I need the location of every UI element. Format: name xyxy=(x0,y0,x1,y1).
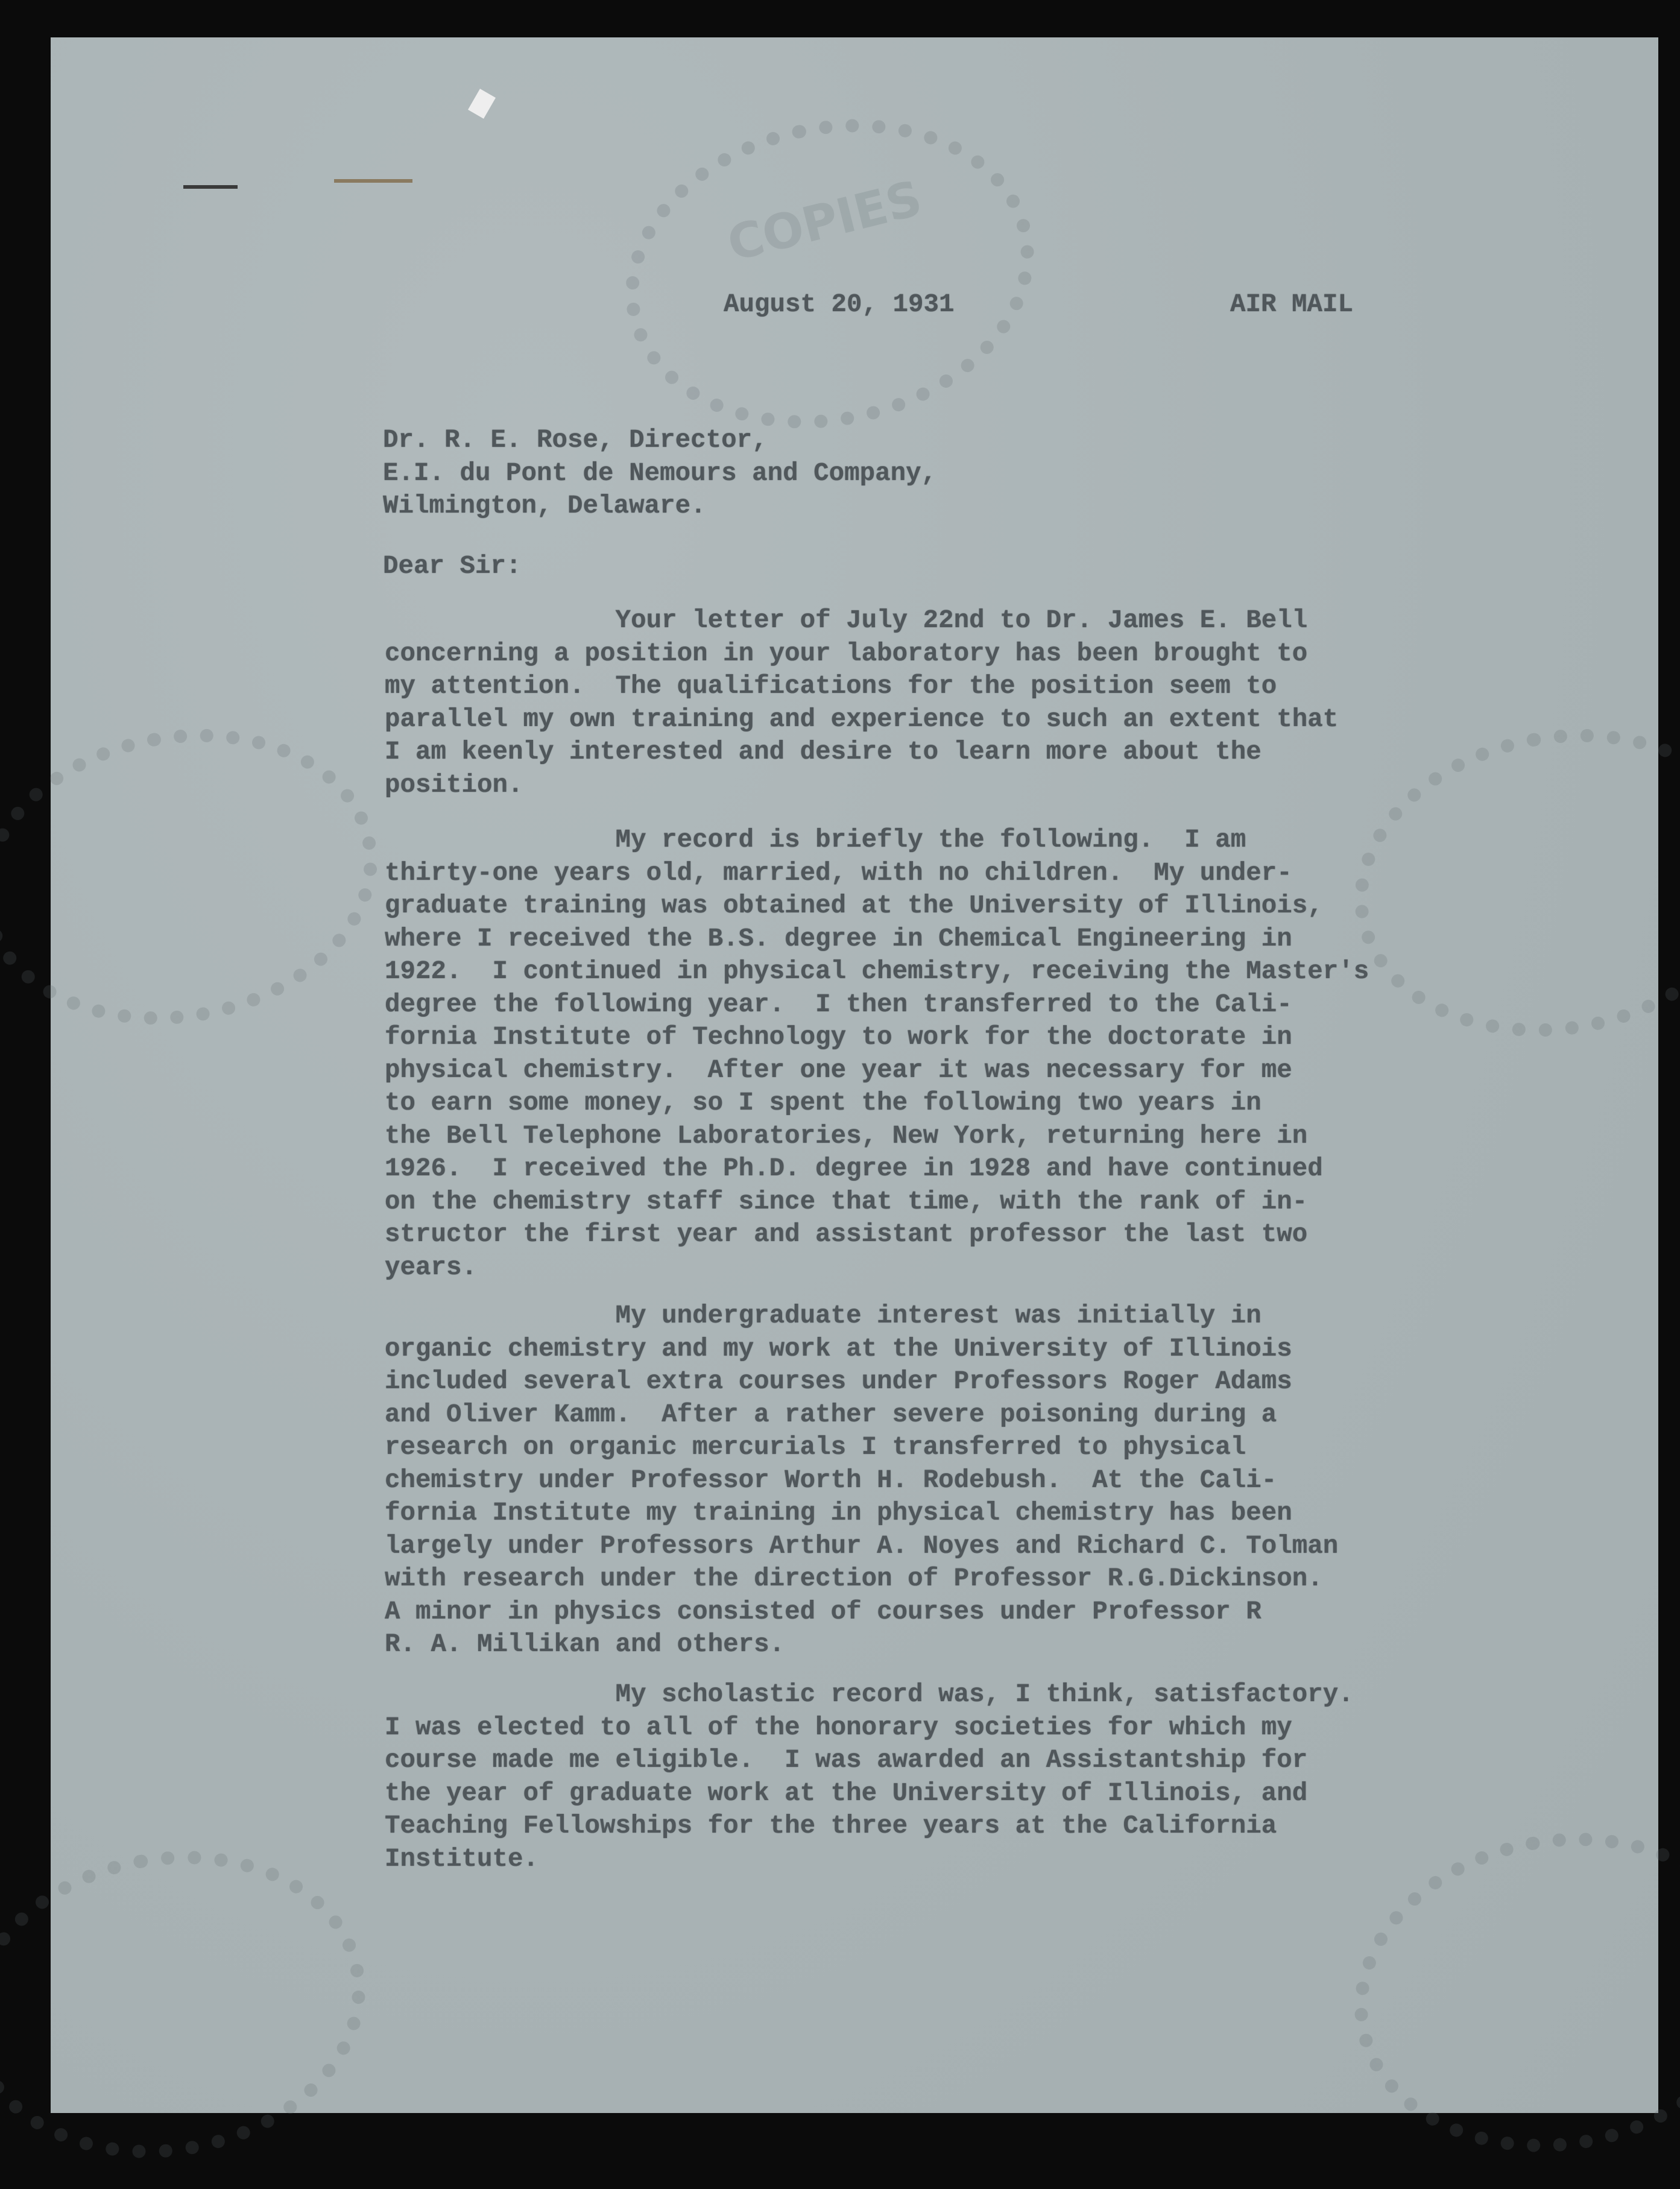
paragraph-line: Your letter of July 22nd to Dr. James E. Bell xyxy=(385,606,1308,635)
paragraph-line: graduate training was obtained at the University of Illinois, xyxy=(385,891,1323,920)
paragraph-line: thirty-one years old, married, with no children. My under- xyxy=(385,858,1292,888)
paragraph-line: fornia Institute of Technology to work for the doctorate in xyxy=(385,1023,1292,1052)
paragraph-line: the year of graduate work at the University of Illinois, and xyxy=(385,1778,1308,1808)
paragraph-line: research on organic mercurials I transferred to physical xyxy=(385,1433,1246,1462)
paragraph-line: years. xyxy=(385,1252,478,1282)
paragraph-1 xyxy=(385,604,1338,801)
address-line: Wilmington, Delaware. xyxy=(383,491,706,520)
paragraph-line: I am keenly interested and desire to learn more about the xyxy=(385,738,1262,766)
paragraph-line: where I received the B.S. degree in Chemical Engineering in xyxy=(385,924,1292,953)
watermark-stamp-right xyxy=(1330,697,1680,1068)
paragraph-line: Institute. xyxy=(385,1844,539,1874)
paragraph-line: and Oliver Kamm. After a rather severe poisoning during a xyxy=(385,1400,1277,1429)
address-line: E.I. du Pont de Nemours and Company, xyxy=(383,458,937,488)
paragraph-line: to earn some money, so I spent the following two years in xyxy=(385,1088,1262,1117)
paragraph-line: on the chemistry staff since that time, with the rank of in- xyxy=(385,1187,1308,1216)
paragraph-line: Teaching Fellowships for the three years at the California xyxy=(385,1812,1277,1840)
watermark-text: COPIES xyxy=(722,169,927,273)
paragraph-line: R. A. Millikan and others. xyxy=(385,1630,785,1659)
paragraph-line: physical chemistry. After one year it was necessary for me xyxy=(385,1055,1292,1085)
paper-mark xyxy=(468,89,496,119)
watermark-stamp-left xyxy=(0,698,401,1055)
letter-date: August 20, 1931 xyxy=(724,290,955,319)
paragraph-line: 1922. I continued in physical chemistry, receiving the Master's xyxy=(385,957,1369,986)
paragraph-line: My record is briefly the following. I am xyxy=(385,826,1246,854)
paragraph-line: my attention. The qualifications for the position seem to xyxy=(385,672,1277,701)
watermark-stamp-top xyxy=(596,82,1063,465)
paragraph-line: with research under the direction of Professor R.G.Dickinson. xyxy=(385,1564,1323,1593)
paragraph-3 xyxy=(385,1300,1338,1661)
paragraph-4 xyxy=(385,1678,1354,1875)
paragraph-line: A minor in physics consisted of courses under Professor R xyxy=(385,1597,1262,1626)
paragraph-line: course made me eligible. I was awarded an Assistantship for xyxy=(385,1746,1308,1775)
address-line: Dr. R. E. Rose, Director, xyxy=(383,426,768,455)
paragraph-line: organic chemistry and my work at the University of Illinois xyxy=(385,1334,1292,1363)
air-mail-label: AIR MAIL xyxy=(1230,290,1354,319)
paragraph-line: included several extra courses under Professors Roger Adams xyxy=(385,1367,1292,1396)
paragraph-line: chemistry under Professor Worth H. Rodebush. At the Cali- xyxy=(385,1465,1277,1495)
paper-mark xyxy=(183,185,238,189)
paragraph-line: My scholastic record was, I think, satisfactory. xyxy=(385,1680,1354,1709)
paragraph-line: position. xyxy=(385,770,523,800)
paragraph-line: parallel my own training and experience to such an extent that xyxy=(385,704,1339,734)
paper-mark xyxy=(334,179,412,183)
paragraph-line: fornia Institute my training in physical chemistry has been xyxy=(385,1499,1292,1527)
salutation: Dear Sir: xyxy=(383,552,522,581)
paragraph-line: degree the following year. I then transferred to the Cali- xyxy=(385,990,1292,1019)
paragraph-2 xyxy=(385,824,1369,1284)
paragraph-line: My undergraduate interest was initially in xyxy=(385,1301,1262,1330)
watermark-stamp-bottom-left xyxy=(0,1820,390,2189)
paragraph-line: I was elected to all of the honorary societies for which my xyxy=(385,1713,1292,1742)
paragraph-line: concerning a position in your laboratory has been brought to xyxy=(385,639,1308,668)
paragraph-line: 1926. I received the Ph.D. degree in 1928 and have continued xyxy=(385,1154,1323,1183)
recipient-address xyxy=(383,424,936,523)
paragraph-line: largely under Professors Arthur A. Noyes and Richard C. Tolman xyxy=(385,1531,1339,1561)
watermark-stamp-bottom-right xyxy=(1329,1801,1680,2184)
paragraph-line: the Bell Telephone Laboratories, New York, returning here in xyxy=(385,1121,1308,1151)
paragraph-line: structor the first year and assistant professor the last two xyxy=(385,1220,1308,1249)
